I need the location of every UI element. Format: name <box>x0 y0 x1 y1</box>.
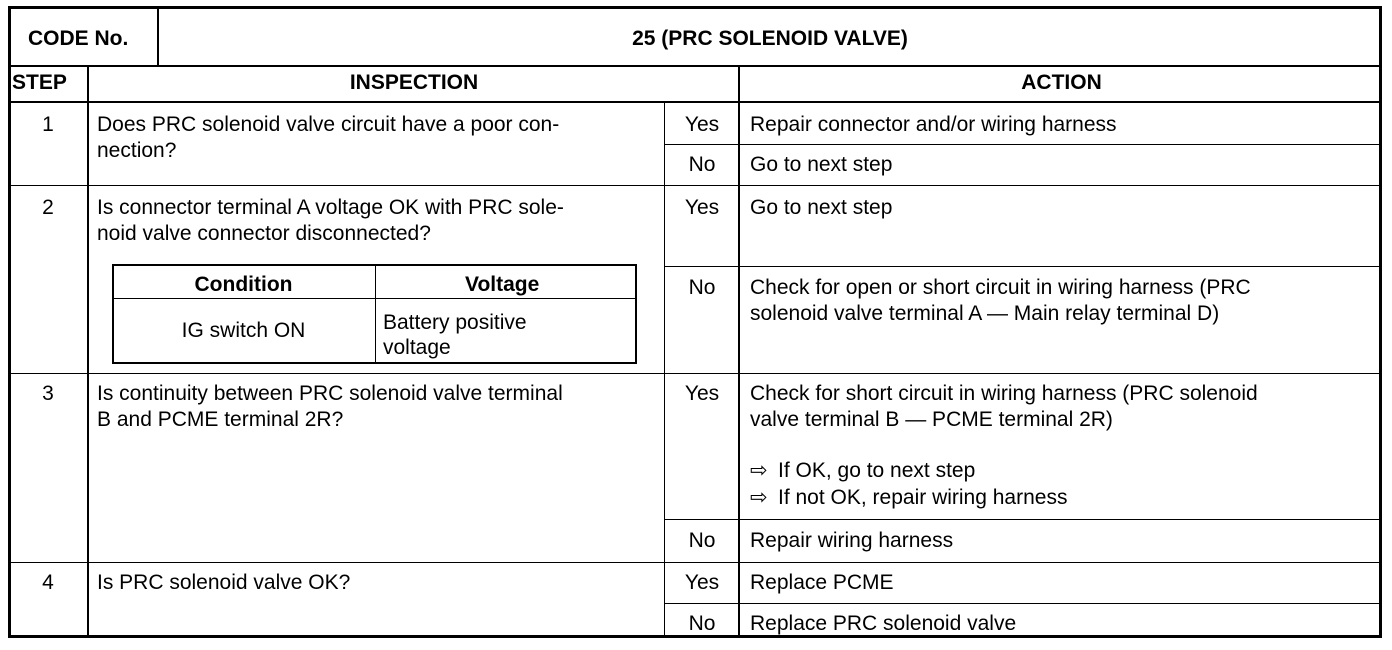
step-number: 2 <box>42 196 54 219</box>
arrow-right-icon: ⇨ <box>750 486 768 509</box>
step-divider-2-3 <box>8 373 1382 374</box>
answer-column-divider <box>664 101 665 638</box>
action-text: Check for open or short circuit in wiring harness (PRC solenoid valve terminal A — Main relay terminal D) <box>750 276 1251 325</box>
column-header-divider <box>8 101 1382 103</box>
answer-yes: Yes <box>684 113 720 136</box>
action-text: Repair connector and/or wiring harness <box>750 113 1117 136</box>
step-number: 1 <box>42 113 54 136</box>
step1-row-divider <box>664 144 1382 145</box>
answer-no: No <box>688 612 716 635</box>
step-number: 3 <box>42 382 54 405</box>
answer-no: No <box>688 529 716 552</box>
condition-header: Condition <box>194 273 293 296</box>
action-text: Replace PRC solenoid valve <box>750 612 1017 635</box>
action-text: Check for short circuit in wiring harness (PRC solenoid valve terminal B — PCME terminal 2R) <box>750 382 1258 431</box>
arrow-right-icon: ⇨ <box>750 459 768 482</box>
sub-action-text: If OK, go to next step <box>778 459 976 482</box>
action-column-divider <box>738 65 740 638</box>
step-column-header: STEP <box>12 71 67 94</box>
inspection-text: Is continuity between PRC solenoid valve terminal B and PCME terminal 2R? <box>97 382 563 431</box>
answer-no: No <box>688 276 716 299</box>
step-divider-3-4 <box>8 562 1382 563</box>
inspection-column-header: INSPECTION <box>349 71 479 94</box>
step-column-divider <box>87 65 89 638</box>
action-text: Go to next step <box>750 196 893 219</box>
step4-row-divider <box>664 603 1382 604</box>
step-number: 4 <box>42 571 54 594</box>
voltage-value: Battery positive voltage <box>383 311 527 359</box>
inspection-text: Does PRC solenoid valve circuit have a poor con- nection? <box>97 113 560 162</box>
condition-table-column-divider <box>375 264 376 364</box>
code-title: 25 (PRC SOLENOID VALVE) <box>632 27 908 50</box>
action-column-header: ACTION <box>1021 71 1102 94</box>
action-text: Repair wiring harness <box>750 529 954 552</box>
inspection-text: Is connector terminal A voltage OK with PRC sole- noid valve connector disconnected? <box>97 196 564 245</box>
sub-action-text: If not OK, repair wiring harness <box>778 486 1068 509</box>
step2-row-divider <box>664 266 1382 267</box>
condition-value: IG switch ON <box>181 319 306 342</box>
voltage-header: Voltage <box>465 273 540 296</box>
answer-no: No <box>688 153 716 176</box>
action-text: Replace PCME <box>750 571 894 594</box>
action-text: Go to next step <box>750 153 893 176</box>
answer-yes: Yes <box>684 571 720 594</box>
answer-yes: Yes <box>684 196 720 219</box>
code-divider <box>157 6 159 66</box>
step-divider-1-2 <box>8 185 1382 186</box>
answer-yes: Yes <box>684 382 720 405</box>
step3-row-divider <box>664 519 1382 520</box>
header-divider <box>8 65 1382 67</box>
code-label: CODE No. <box>28 27 129 50</box>
inspection-text: Is PRC solenoid valve OK? <box>97 571 351 594</box>
